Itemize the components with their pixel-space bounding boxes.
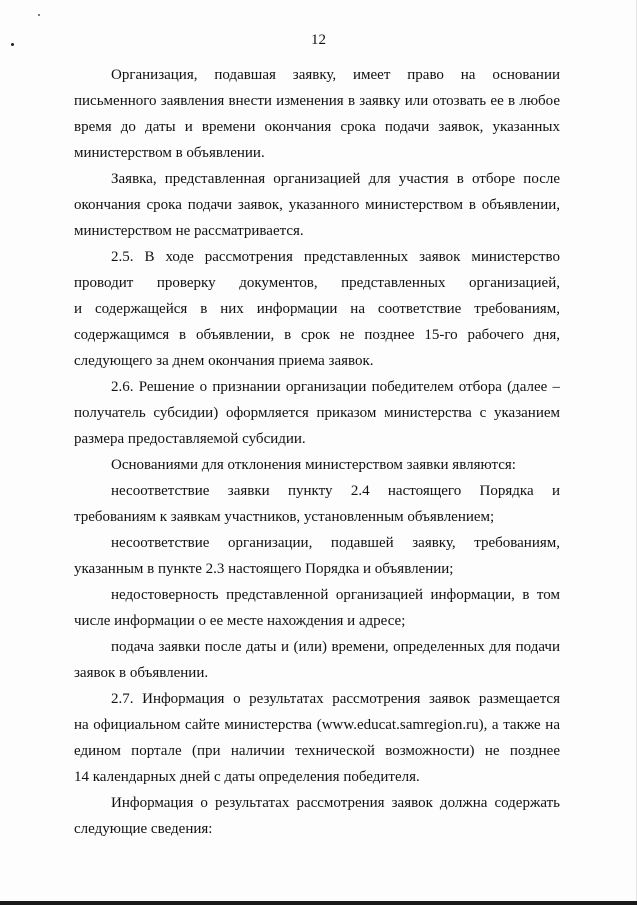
text-line: проводит проверку документов, представленных организацией, — [74, 275, 560, 291]
text-line: следующего за днем окончания приема заявок. — [74, 353, 374, 369]
text-line: Информация о результатах рассмотрения заявок должна содержать — [111, 795, 560, 811]
text-line: Заявка, представленная организацией для участия в отборе после — [111, 171, 560, 187]
text-line: числе информации о ее месте нахождения и адресе; — [74, 613, 406, 629]
text-line: министерством не рассматривается. — [74, 223, 304, 239]
text-line: письменного заявления внести изменения в заявку или отозвать ее в любое — [74, 93, 560, 109]
text-line: требованиям к заявкам участников, установленным объявлением; — [74, 509, 495, 525]
text-line: следующие сведения: — [74, 821, 213, 837]
text-line: 2.7. Информация о результатах рассмотрения заявок размещается — [111, 691, 560, 707]
text-line: и содержащейся в них информации на соответствие требованиям, — [74, 301, 560, 317]
text-line: на официальном сайте министерства (www.educat.samregion.ru), а также на — [74, 717, 560, 733]
text-line: получатель субсидии) оформляется приказом министерства с указанием — [74, 405, 560, 421]
text-line: подача заявки после даты и (или) времени, определенных для подачи — [111, 639, 560, 655]
text-line: заявок в объявлении. — [74, 665, 209, 681]
text-line: время до даты и времени окончания срока подачи заявок, указанных — [74, 119, 560, 135]
text-line: содержащимся в объявлении, в срок не позднее 15-го рабочего дня, — [74, 327, 560, 343]
document-body — [74, 62, 560, 842]
text-line: размера предоставляемой субсидии. — [74, 431, 306, 447]
text-line: 2.6. Решение о признании организации победителем отбора (далее – — [111, 379, 560, 395]
text-line: окончания срока подачи заявок, указанного министерством в объявлении, — [74, 197, 560, 213]
text-line: Основаниями для отклонения министерством заявки являются: — [111, 457, 516, 473]
text-line: указанным в пункте 2.3 настоящего Порядка и объявлении; — [74, 561, 454, 577]
text-line: 14 календарных дней с даты определения победителя. — [74, 769, 420, 785]
text-line: едином портале (при наличии технической возможности) не позднее — [74, 743, 560, 759]
scan-speck — [38, 14, 40, 16]
text-line: несоответствие организации, подавшей заявку, требованиям, — [111, 535, 560, 551]
text-line: Организация, подавшая заявку, имеет право на основании — [111, 67, 560, 83]
text-line: несоответствие заявки пункту 2.4 настоящего Порядка и — [111, 483, 560, 499]
scan-bottom-edge — [0, 901, 637, 905]
text-line: министерством в объявлении. — [74, 145, 265, 161]
text-line: недостоверность представленной организацией информации, в том — [111, 587, 560, 603]
text-line: 2.5. В ходе рассмотрения представленных заявок министерство — [111, 249, 560, 265]
page-number: 12 — [311, 32, 326, 48]
